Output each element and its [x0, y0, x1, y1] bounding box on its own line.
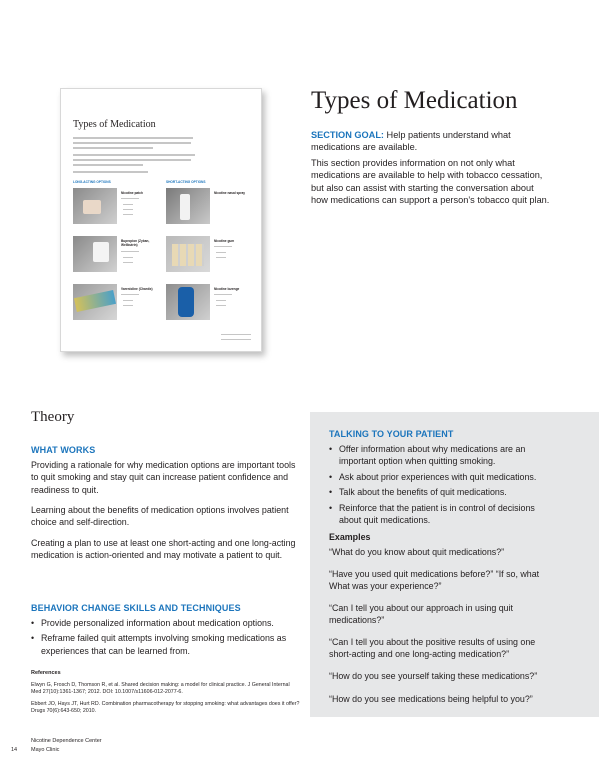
- behavior-change-heading: BEHAVIOR CHANGE SKILLS AND TECHNIQUES: [31, 603, 241, 613]
- page-title: Types of Medication: [311, 87, 518, 114]
- what-works-paragraph: Learning about the benefits of medication options involves patient choice and self-direction.: [31, 505, 289, 528]
- footer-line: Nicotine Dependence Center: [31, 738, 102, 744]
- example-quote: “Have you used quit medications before?” “If so, what What was your experience?”: [329, 569, 540, 592]
- thumbnail-title: Types of Medication: [73, 119, 156, 130]
- talking-list: [329, 443, 559, 529]
- list-item: • Reframe failed quit attempts involving smoking medications as experiences that can be learned from.: [31, 632, 301, 657]
- thumbnail-left-label: LONG-ACTING OPTIONS: [73, 180, 111, 184]
- page-thumbnail: [60, 88, 262, 352]
- nicotine-lozenge-image: [166, 284, 210, 320]
- footer-line: Mayo Clinic: [31, 747, 60, 753]
- nicotine-patch-image: [73, 188, 117, 224]
- product-patch: Nicotine patch: [121, 191, 143, 195]
- nicotine-gum-image: [166, 236, 210, 272]
- example-quote: “What do you know about quit medications?”: [329, 547, 505, 557]
- product-gum: Nicotine gum: [214, 239, 235, 243]
- varenicline-image: [73, 284, 117, 320]
- behavior-change-list: [31, 617, 301, 660]
- product-varenicline: Varenicline (Chantix): [121, 287, 153, 291]
- example-quote: “Can I tell you about our approach in using quit medications?”: [329, 603, 514, 626]
- product-bupropion: Bupropion (Zyban, Wellbutrin): [121, 239, 150, 247]
- section-description: This section provides information on not only what medications are available to help with tobacco cessation, but also can assist with starting the conversation about how medications can support a person’s tobacco quit plan.: [311, 158, 550, 206]
- what-works-paragraph: Providing a rationale for why medication options are important tools to quit smoking and stay quit can increase patient confidence and readiness to quit.: [31, 460, 296, 495]
- list-item: • Reinforce that the patient is in control of decisions about quit medications.: [329, 502, 559, 527]
- nasal-spray-image: [166, 188, 210, 224]
- section-goal-text: Help patients understand what medications are available.: [311, 130, 511, 153]
- what-works-paragraph: Creating a plan to use at least one short-acting and one long-acting medication is action-oriented and may motivate a patient to quit.: [31, 538, 296, 561]
- bupropion-image: [73, 236, 117, 272]
- footer-org: [31, 737, 102, 755]
- section-goal-label: SECTION GOAL:: [311, 130, 384, 140]
- talking-heading: TALKING TO YOUR PATIENT: [329, 429, 454, 439]
- example-quote: “How do you see medications being helpful to you?”: [329, 694, 533, 704]
- list-item: • Talk about the benefits of quit medications.: [329, 486, 559, 498]
- theory-heading: Theory: [31, 409, 75, 425]
- product-nasal-spray: Nicotine nasal spray: [214, 191, 246, 195]
- what-works-heading: WHAT WORKS: [31, 445, 96, 455]
- reference: Elwyn G, Frosch D, Thomson R, et al. Shared decision making: a model for clinical practice. J General Internal Med 27(10):1361-1367; 2012. DOI: 10.1007/s11606-012-2077-6.: [31, 682, 290, 696]
- example-quote: “How do you see yourself taking these medications?”: [329, 671, 538, 681]
- list-item: • Ask about prior experiences with quit medications.: [329, 471, 559, 483]
- page-number: 14: [11, 747, 18, 753]
- references-heading: References: [31, 670, 61, 676]
- section-goal: [311, 129, 551, 154]
- thumbnail-right-label: SHORT-ACTING OPTIONS: [166, 180, 206, 184]
- list-item: • Provide personalized information about medication options.: [31, 617, 301, 629]
- reference: Ebbert JO, Hays JT, Hurt RD. Combination pharmacotherapy for stopping smoking: what advantages does it offer? Drugs 70(6):643-650; 2010.: [31, 701, 300, 715]
- example-quote: “Can I tell you about the positive results of using one short-acting and one long-acting medication?”: [329, 637, 536, 660]
- examples-heading: Examples: [329, 532, 371, 542]
- list-item: • Offer information about why medications are an important option when quitting smoking.: [329, 443, 559, 468]
- product-lozenge: Nicotine lozenge: [214, 287, 240, 291]
